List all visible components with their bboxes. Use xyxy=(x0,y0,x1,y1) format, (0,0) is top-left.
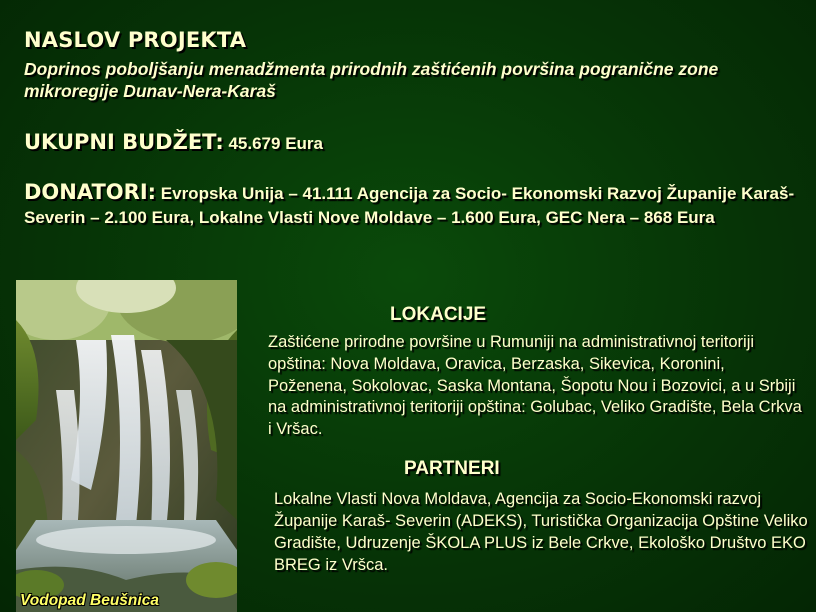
donors-block xyxy=(24,180,814,230)
locations-heading: LOKACIJE xyxy=(390,304,487,325)
title-heading: NASLOV PROJEKTA xyxy=(24,28,247,52)
donors-text: Evropska Unija – 41.111 Agencija za Socio- Ekonomski Razvoj Županije Karaš- Severin – 2.100 Eura, Lokalne Vlasti Nove Moldave – 1.600 Eura, GEC Nera – 868 Eura xyxy=(24,184,795,227)
photo-caption: Vodopad Beušnica xyxy=(20,592,159,609)
budget-value: 45.679 Eura xyxy=(223,134,323,153)
partners-heading: PARTNERI xyxy=(404,458,500,479)
partners-text: Lokalne Vlasti Nova Moldava, Agencija za Socio-Ekonomski razvoj Županije Karaš- Severin (ADEKS), Turistička Organizacija Opštine Veliko Gradište, Udruzenje ŠKOLA PLUS iz Bele Crkve, Ekološko Društvo EKO BREG iz Vršca. xyxy=(274,490,808,574)
waterfall-photo xyxy=(16,280,237,612)
donors-heading: DONATORI: xyxy=(24,180,157,204)
project-title: Doprinos poboljšanju menadžmenta prirodnih zaštićenih površina pogranične zone mikroregije Dunav-Nera-Karaš xyxy=(24,59,719,101)
locations-text: Zaštićene prirodne površine u Rumuniji na administrativnoj teritoriji opština: Nova Moldava, Oravica, Berzaska, Sikevica, Koronini, Poženena, Sokolovac, Saska Montana, Šopotu Nou i Bozovici, a u Srbiji na administrativnoj teritoriji opština: Golubac, Veliko Gradište, Bela Crkva i Vršac. xyxy=(268,333,802,439)
budget-line xyxy=(24,130,323,154)
waterfall-image xyxy=(16,280,237,612)
budget-heading: UKUPNI BUDŽET: xyxy=(24,130,224,154)
